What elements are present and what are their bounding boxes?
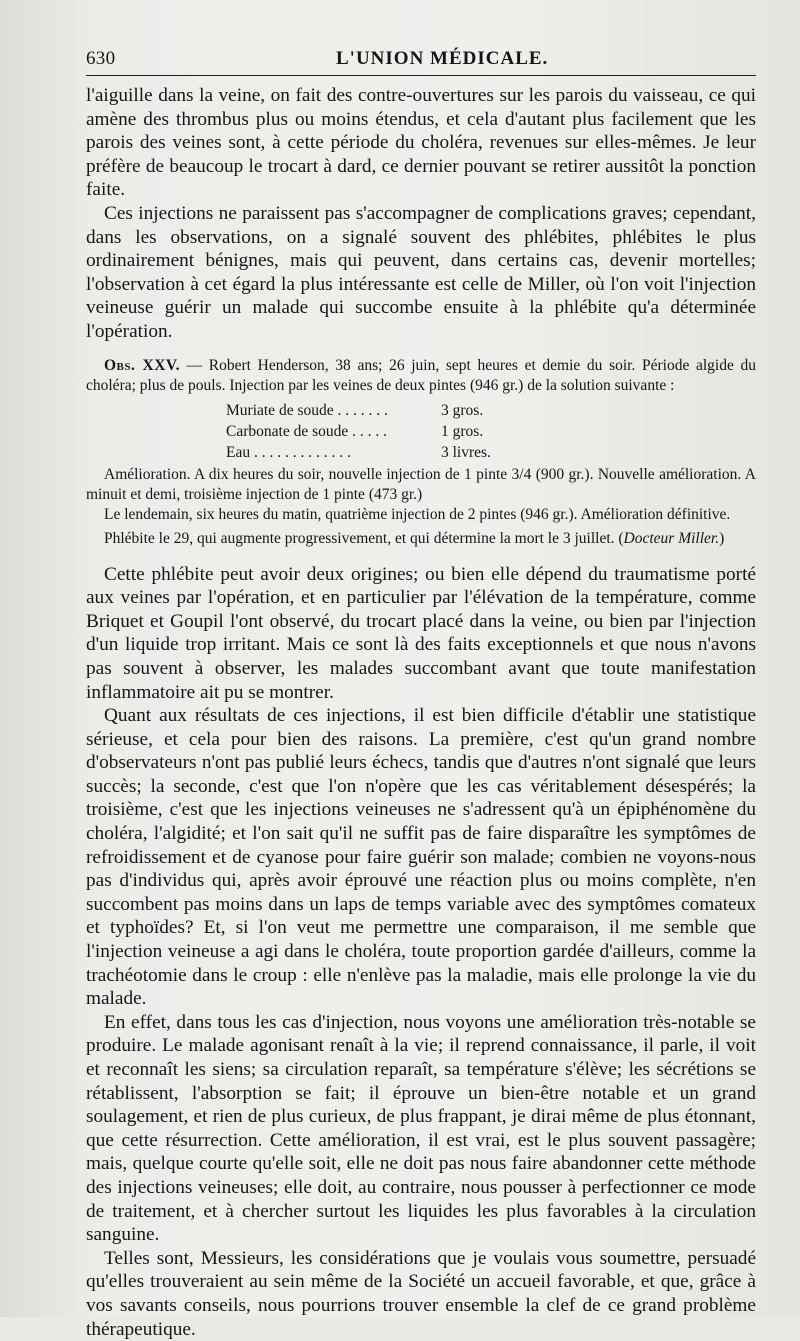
- case-label: Obs. XXV.: [104, 356, 180, 374]
- page-number: 630: [86, 48, 116, 69]
- case-outcome: [86, 529, 756, 549]
- formula-quantity: 1 gros.: [441, 422, 484, 440]
- formula-quantity: 3 livres.: [441, 443, 491, 461]
- paragraph-complications: Ces injections ne paraissent pas s'accompagner de complications graves; cependant, dans les observations, on a signalé souvent des phlébites, phlébites le plus ordinairement bénignes, mais qui peuvent, dans certains cas, devenir mortelles; l'observation à cet égard la plus intéressante est celle de Miller, où l'on voit l'injection veineuse guérir un malade qui succombe ensuite à la phlébite qu'a déterminée l'opération.: [86, 202, 756, 342]
- formula-leader: . . . . . . . . . . . . .: [250, 443, 351, 461]
- case-header: [86, 356, 756, 396]
- case-followup-1: Amélioration. A dix heures du soir, nouvelle injection de 1 pinte 3/4 (900 gr.). Nouvelle amélioration. A minuit et demi, troisième injection de 1 pinte (473 gr.): [86, 465, 756, 503]
- formula-row: [86, 400, 756, 421]
- case-citation: Docteur Miller.: [623, 529, 720, 547]
- paragraph-results: Quant aux résultats de ces injections, il est bien difficile d'établir une statistique sérieuse, et cela pour bien des raisons. La première, c'est qu'un grand nombre d'observateurs n'ont pas publié leurs échecs, tandis que d'autres n'ont signalé que leurs succès; la seconde, c'est que l'on n'opère que les cas véritablement désespérés; la troisième, c'est que les injections veineuses ne s'adressent qu'à un épiphénomène du choléra, l'algidité; et l'on sait qu'il ne suffit pas de faire disparaître les symptômes de refroidissement et de cyanose pour faire guérir son malade; combien ne voyons-nous pas d'individus qui, après avoir éprouvé une réaction plus ou moins complète, n'en succombent pas moins dans un laps de temps variable avec des symptômes comateux et typhoïdes? Et, si l'on veut me permettre une comparaison, il me semble que l'injection veineuse a agi dans le choléra, toute proportion gardée d'ailleurs, comme la trachéotomie dans le croup : elle n'enlève pas la maladie, mais elle prolonge la vie du malade.: [86, 705, 756, 1010]
- running-title: L'UNION MÉDICALE.: [336, 48, 549, 69]
- case-phlebitis-text: Phlébite le 29, qui augmente progressivement, et qui détermine la mort le 3 juillet. (: [104, 529, 624, 547]
- case-intro: — Robert Henderson, 38 ans; 26 juin, sept heures et demie du soir. Période algide du choléra; plus de pouls. Injection par les veines de deux pintes (946 gr.) de la solution suivante :: [86, 356, 756, 394]
- formula-leader: . . . . . . .: [333, 401, 388, 419]
- formula-leader: . . . . .: [348, 422, 387, 440]
- header-rule: [86, 75, 756, 76]
- paragraph-phlebitis-origins: Cette phlébite peut avoir deux origines; ou bien elle dépend du traumatisme porté aux veines par l'opération, et en particulier par l'élévation de la température, comme Briquet et Goupil l'ont observé, du trocart placé dans la veine, ou bien par l'injection d'un liquide trop irritant. Mais ce sont là des faits exceptionnels et que nous n'avons pas souvent à observer, les malades succombant avant que toute manifestation inflammatoire ait pu se montrer.: [86, 563, 756, 703]
- page-content: [86, 84, 756, 1341]
- paragraph-improvement: En effet, dans tous les cas d'injection, nous voyons une amélioration très-notable se produire. Le malade agonisant renaît à la vie; il reprend connaissance, il parle, il voit et reconnaît les siens; sa circulation reparaît, sa température s'élève; les sécrétions se rétablissent, l'absorption se fait; il éprouve un bien-être notable et un grand soulagement, et rien de plus curieux, de plus frappant, je dirai même de plus étonnant, que cette résurrection. Cette amélioration, il est vrai, est le plus souvent passagère; mais, quelque courte qu'elle soit, elle ne doit pas nous faire abandonner cette méthode des injections veineuses; elle doit, au contraire, nous pousser à perfectionner ce mode de traitement, et à chercher surtout les liquides les plus favorables à la circulation sanguine.: [86, 1011, 756, 1246]
- formula-row: [86, 442, 756, 463]
- case-followup-2: Le lendemain, six heures du matin, quatrième injection de 2 pintes (946 gr.). Amélioration définitive.: [104, 505, 731, 523]
- solution-formula: [86, 400, 756, 463]
- page-header: [86, 48, 756, 74]
- formula-ingredient: Muriate de soude: [226, 401, 334, 419]
- paragraph-conclusion: Telles sont, Messieurs, les considérations que je voulais vous soumettre, persuadé qu'elles trouveraient au sein même de la Société un accueil favorable, et que, grâce à vos savants conseils, nous pourrions trouver ensemble la clef de ce grand problème thérapeutique.: [86, 1247, 756, 1340]
- observation-case: [86, 356, 756, 549]
- formula-ingredient: Eau: [226, 443, 251, 461]
- formula-row: [86, 421, 756, 442]
- paragraph-continuation: l'aiguille dans la veine, on fait des contre-ouvertures sur les parois du vaisseau, ce qui amène des thrombus plus ou moins étendus, et cela d'autant plus facilement que les parois des veines sont, à cette période du choléra, revenues sur elles-mêmes. Je leur préfère de beaucoup le trocart à dard, ce dernier pouvant se retirer aussitôt la ponction faite.: [86, 85, 756, 201]
- formula-quantity: 3 gros.: [441, 401, 484, 419]
- case-citation-close: ): [719, 529, 725, 547]
- formula-ingredient: Carbonate de soude: [226, 422, 349, 440]
